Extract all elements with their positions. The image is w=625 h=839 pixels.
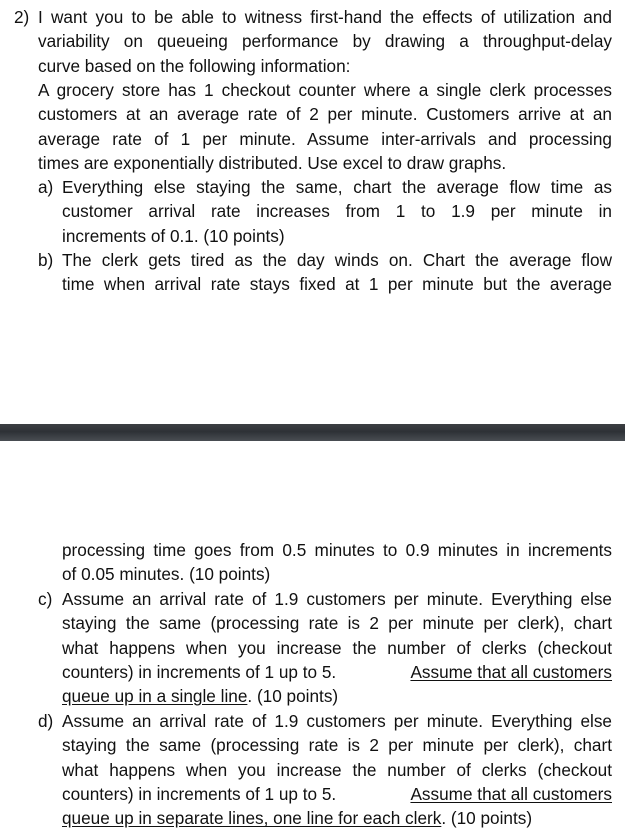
part-c-label: c) xyxy=(38,589,53,609)
intro-line: I want you to be able to witness first-hand the effects of utilization and xyxy=(38,7,612,27)
part-c-line xyxy=(62,684,612,708)
part-c-line: staying the same (processing rate is 2 per minute per clerk), chart xyxy=(62,613,612,634)
part-d-line-text: counters) in increments of 1 up to 5. xyxy=(62,783,337,804)
part-d-underlined: Assume that all customers xyxy=(410,783,612,804)
part-d-line: what happens when you increase the number of clerks (checkout xyxy=(62,759,612,780)
part-a-line: increments of 0.1. (10 points) xyxy=(62,225,285,246)
part-d-line xyxy=(62,782,612,806)
question-number: 2) xyxy=(14,7,30,27)
context-line: average rate of 1 per minute. Assume inter-arrivals and processing xyxy=(38,128,612,149)
question-intro xyxy=(38,5,612,78)
part-a-label: a) xyxy=(38,177,54,197)
context-line: times are exponentially distributed. Use excel to draw graphs. xyxy=(38,152,507,173)
part-c-line: Assume an arrival rate of 1.9 customers per minute. Everything else xyxy=(62,589,612,609)
part-b-line: time when arrival rate stays fixed at 1 per minute but the average xyxy=(62,274,612,295)
intro-line: variability on queueing performance by drawing a throughput-delay xyxy=(38,31,612,52)
intro-line: curve based on the following information: xyxy=(38,55,351,76)
part-d-tail: . (10 points) xyxy=(441,808,533,829)
part-d-text xyxy=(62,709,612,830)
part-c-line-text: counters) in increments of 1 up to 5. xyxy=(62,661,337,682)
part-c-line xyxy=(62,660,612,684)
part-d-label: d) xyxy=(38,711,54,731)
part-d-line: Assume an arrival rate of 1.9 customers per minute. Everything else xyxy=(62,711,612,731)
part-d-line: staying the same (processing rate is 2 per minute per clerk), chart xyxy=(62,735,612,756)
part-c-tail: . (10 points) xyxy=(247,686,339,707)
part-c-text xyxy=(62,587,612,708)
part-c-underlined: queue up in a single line xyxy=(62,686,248,707)
part-b-label: b) xyxy=(38,250,54,270)
part-d-underlined: queue up in separate lines, one line for each clerk xyxy=(62,808,442,829)
part-c-line: what happens when you increase the number of clerks (checkout xyxy=(62,637,612,658)
part-d-line xyxy=(62,806,612,830)
part-a-line: Everything else staying the same, chart the average flow time as xyxy=(62,177,612,197)
part-b-text-top xyxy=(62,248,612,297)
question-context xyxy=(38,78,612,175)
part-b-text-bottom xyxy=(62,538,612,587)
part-a-text xyxy=(62,175,612,248)
page-bottom xyxy=(0,441,625,839)
context-line: customers at an average rate of 2 per minute. Customers arrive at an xyxy=(38,104,612,125)
part-a-line: customer arrival rate increases from 1 to 1.9 per minute in xyxy=(62,201,612,222)
context-line: A grocery store has 1 checkout counter where a single clerk processes xyxy=(38,80,612,100)
part-b-line: The clerk gets tired as the day winds on. Chart the average flow xyxy=(62,250,612,270)
part-b-line: processing time goes from 0.5 minutes to 0.9 minutes in increments xyxy=(62,540,612,560)
page-divider xyxy=(0,424,625,441)
part-c-underlined: Assume that all customers xyxy=(410,661,612,682)
part-b-line: of 0.05 minutes. (10 points) xyxy=(62,564,271,585)
